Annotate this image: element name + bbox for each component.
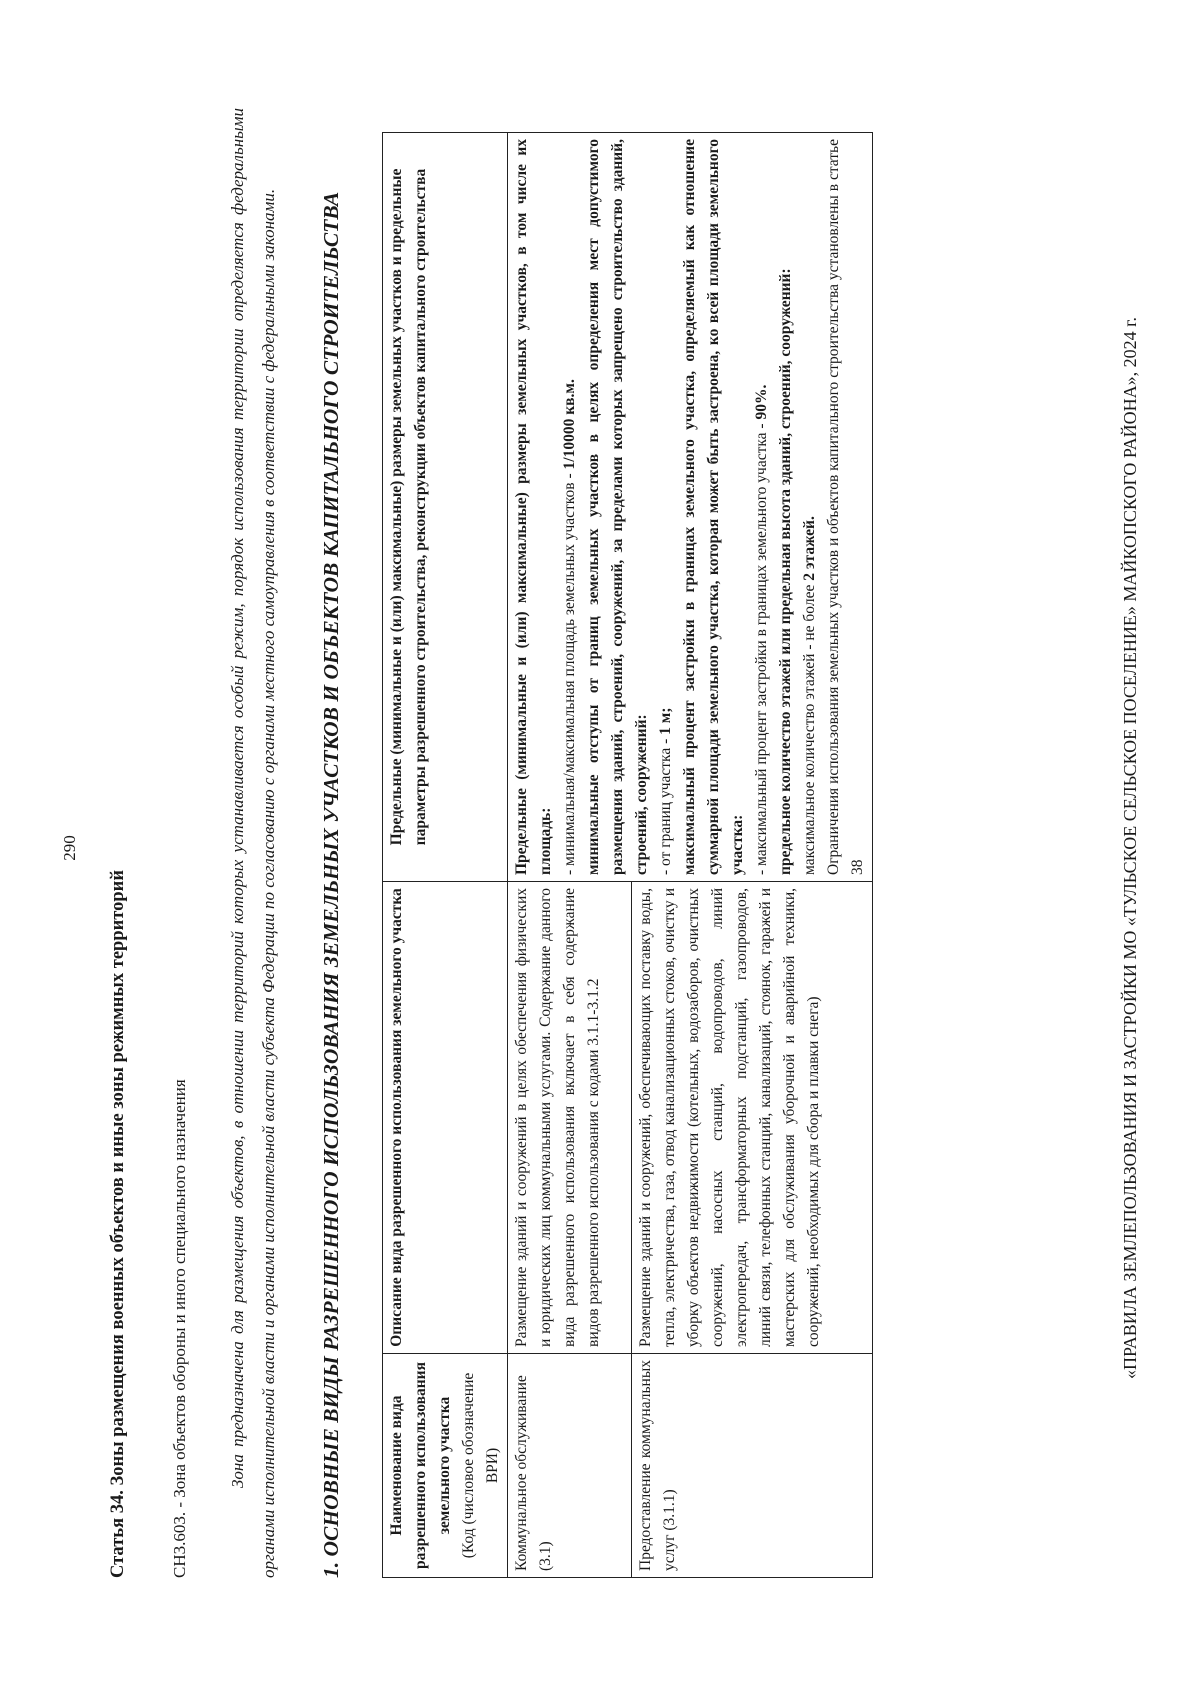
- cell-use-name: Коммунальное обслуживание (3.1): [508, 1354, 632, 1578]
- param-floors-value-text: максимальное количество этажей - не более: [801, 584, 818, 875]
- param-size-value-text: - минимальная/максимальная площадь земельных участков -: [561, 473, 578, 875]
- land-use-table: [382, 132, 873, 1578]
- table-row: [508, 133, 632, 1578]
- param-floors-value: [798, 139, 822, 875]
- zone-description: Зона предназначена для размещения объектов, в отношении территорий которых устанавливается особый режим, порядок использования территории определяется федеральными органами исполнительной власти и органами исполнительной власти субъекта Федерации по согласованию с органами местного самоуправления в соответствии с федеральными законами.: [228, 108, 278, 1578]
- header-use-name: [383, 1354, 508, 1578]
- param-coverage-heading: максимальный процент застройки в границах земельного участка, определяемый как отношение суммарной площади земельного участка, которая может быть застроена, ко всей площади земельного участка:: [681, 139, 746, 875]
- param-floors-heading: предельное количество этажей или предельная высота зданий, строений, сооружений:: [777, 268, 794, 875]
- param-setback-value-number: 1 м;: [657, 707, 674, 735]
- page-number: 290: [60, 835, 79, 861]
- param-coverage-value-text: - максимальный процент застройки в границах земельного участка -: [753, 423, 770, 875]
- header-use-description: Описание вида разрешенного использования земельного участка: [383, 882, 508, 1354]
- param-coverage-value: [750, 139, 774, 875]
- article-title: Статья 34. Зоны размещения военных объектов и иные зоны режимных территорий: [108, 870, 128, 1578]
- param-setback-value-text: - от границ участка -: [657, 738, 674, 875]
- cell-use-description: Размещение зданий и сооружений в целях обеспечения физических и юридических лиц коммунальными услугами. Содержание данного вида разрешенного использования включает в себя содержание видов разрешенного использования с кодами 3.1.1-3.1.2: [508, 882, 632, 1354]
- zone-code: СН3.603. - Зона объектов обороны и иного специального назначения: [170, 1079, 189, 1578]
- cell-use-description: Размещение зданий и сооружений, обеспечивающих поставку воды, тепла, электричества, газа, отвод канализационных стоков, очистку и уборку объектов недвижимости (котельных, водозаборов, очистных сооружений, насосных станций, водопроводов, линий электропередач, трансформаторных подстанций, газопроводов, линий связи, телефонных станций, канализаций, стоянок, гаражей и мастерских для обслуживания уборочной и аварийной техники, сооружений, необходимых для сбора и плавки снега): [631, 882, 872, 1354]
- param-size-value: [558, 139, 582, 875]
- param-setback-heading: минимальные отступы от границ земельных участков в целях определения мест допустимого размещения зданий, строений, сооружений, за пределами которых запрещено строительство зданий, строений, сооружений:: [585, 139, 650, 875]
- table-header-row: [383, 133, 508, 1578]
- cell-use-name: Предоставление коммунальных услуг (3.1.1): [631, 1354, 872, 1578]
- param-coverage-value-number: 90%.: [753, 384, 770, 420]
- param-size-heading: Предельные (минимальные и (или) максимальные) размеры земельных участков, в том числе их площадь:: [513, 139, 554, 875]
- page-footer: «ПРАВИЛА ЗЕМЛЕПОЛЬЗОВАНИЯ И ЗАСТРОЙКИ МО «ТУЛЬСКОЕ СЕЛЬСКОЕ ПОСЕЛЕНИЕ» МАЙКОПСКОГО РАЙОНА», 2024 г.: [1120, 317, 1140, 1379]
- param-setback-value: [654, 139, 678, 875]
- section-heading: 1. ОСНОВНЫЕ ВИДЫ РАЗРЕШЕННОГО ИСПОЛЬЗОВАНИЯ ЗЕМЕЛЬНЫХ УЧАСТКОВ И ОБЪЕКТОВ КАПИТАЛЬНОГО СТРОИТЕЛЬСТВА: [319, 191, 343, 1578]
- header-use-name-bold: Наименование вида разрешенного использования земельного участка: [388, 1362, 453, 1570]
- param-size-value-number: 1/10000 кв.м.: [561, 379, 578, 470]
- param-restrictions: Ограничения использования земельных участков и объектов капитального строительства установлены в статье 38: [825, 139, 866, 875]
- param-floors-value-number: 2 этажей.: [801, 516, 818, 581]
- cell-parameters: [508, 133, 873, 882]
- header-use-code: (Код (числовое обозначение ВРИ): [460, 1372, 501, 1559]
- header-parameters: Предельные (минимальные и (или) максимальные) размеры земельных участков и предельные параметры разрешенного строительства, реконструкции объектов капитального строительства: [383, 133, 508, 882]
